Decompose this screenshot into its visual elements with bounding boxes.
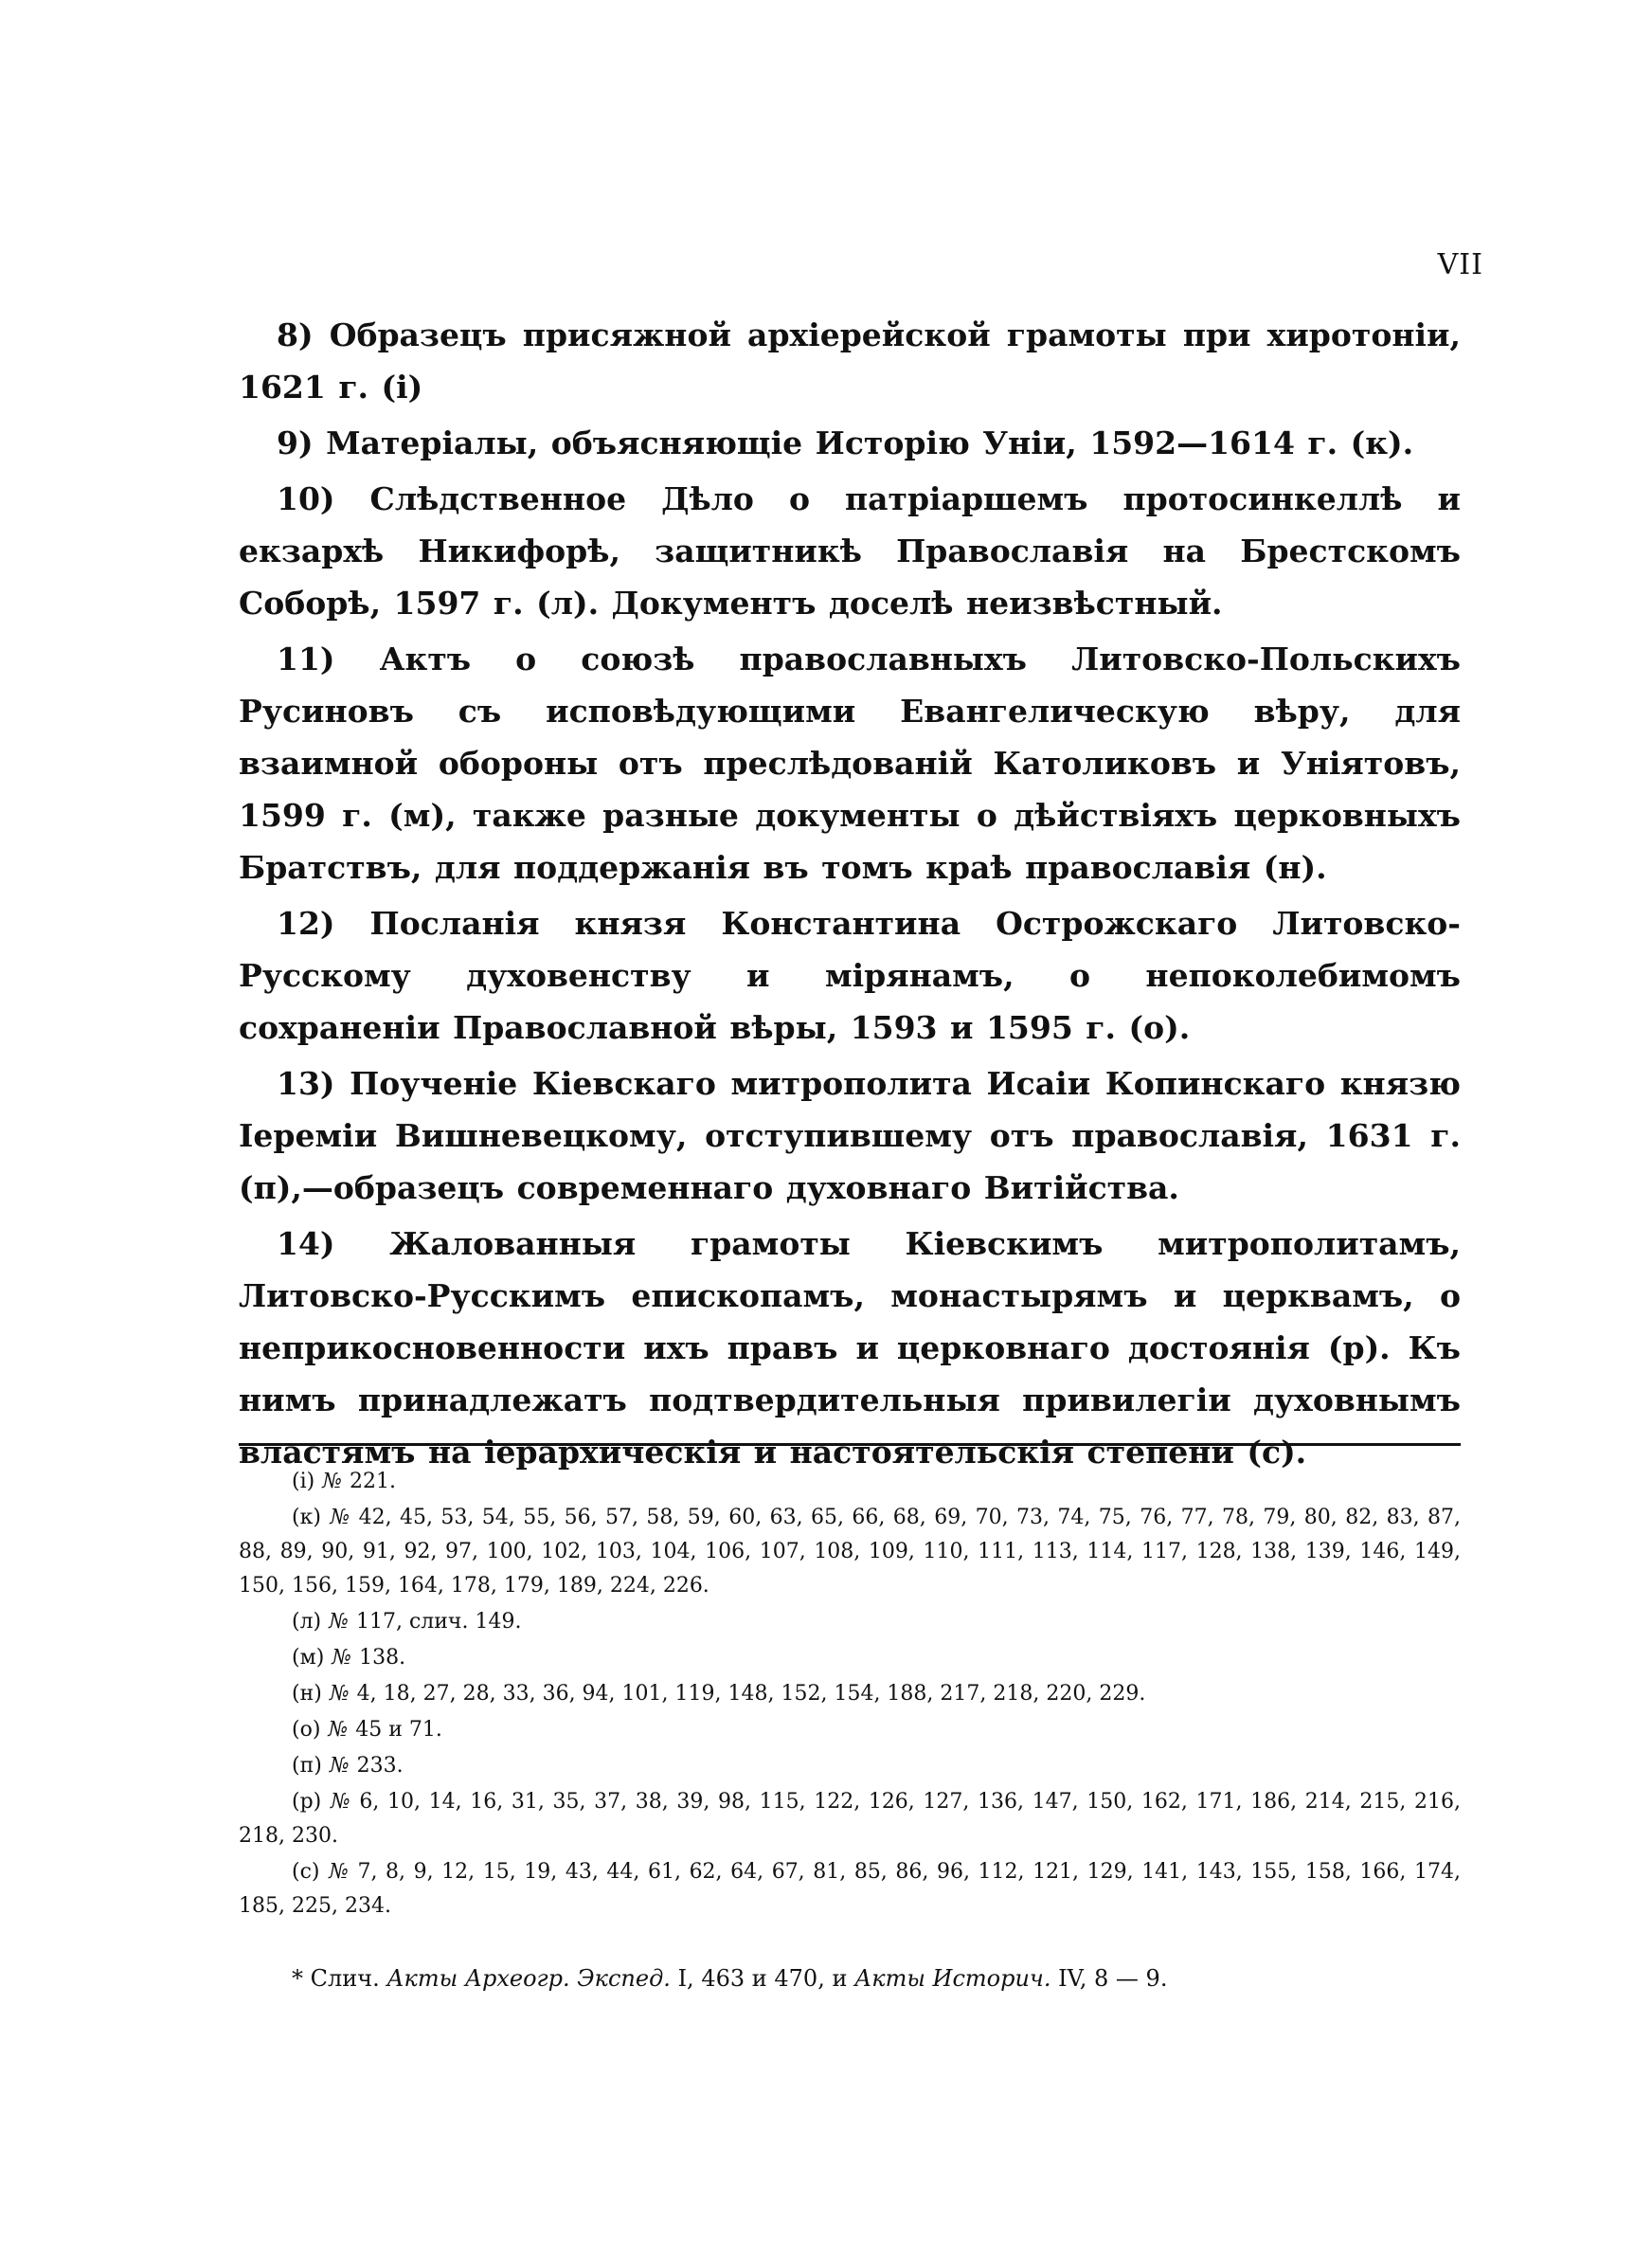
number-sign: № (329, 1790, 352, 1814)
footnote-r (239, 1785, 1461, 1853)
footnote-p (239, 1749, 1461, 1783)
footnote-ref: (н) (292, 1682, 322, 1706)
footnote-ref: (і) (292, 1470, 315, 1493)
citation-source-1: Акты Археогр. Экспед. (386, 1965, 671, 1992)
footnotes (239, 1465, 1461, 1925)
footnote-n (239, 1677, 1461, 1711)
footnote-text: 4, 18, 27, 28, 33, 36, 94, 101, 119, 148, 152, 154, 188, 217, 218, 220, 229. (356, 1682, 1146, 1706)
number-sign: № (322, 1470, 343, 1493)
footnote-text: 117, слич. 149. (355, 1610, 522, 1634)
paragraph-14: 14) Жалованныя грамоты Кіевскимъ митрополитамъ, Литовско-Русскимъ епископамъ, монастырямъ и церквамъ, о неприкосновенности ихъ правъ и церковнаго достоянія (р). Къ нимъ принадлежатъ подтвердительныя привилегіи духовнымъ властямъ на іерархическія и настоятельскія степени (с). (239, 1225, 1461, 1471)
number-sign: № (329, 1754, 350, 1778)
citation-source-2: Акты Историч. (854, 1965, 1051, 1992)
footnote-text: 221. (350, 1470, 397, 1493)
footnote-text: 42, 45, 53, 54, 55, 56, 57, 58, 59, 60, 63, 65, 66, 68, 69, 70, 73, 74, 75, 76, 77, 78, 79, 80, 82, 83, 87, 88, 89, 90, 91, 92, 97, 100, 102, 103, 104, 106, 107, 108, 109, 110, 111, 113, 114, 117, 128, 138, 139, 146, 149, 150, 156, 159, 164, 178, 179, 189, 224, 226. (239, 1506, 1461, 1598)
footnote-ref: (л) (292, 1610, 322, 1634)
number-sign: № (328, 1718, 349, 1742)
paragraph-12: 12) Посланія князя Константина Острожскаго Литовско-Русскому духовенству и мірянамъ, о непоколебимомъ сохраненіи Православной вѣры, 1593 и 1595 г. (о). (239, 905, 1461, 1046)
footnote-text: 7, 8, 9, 12, 15, 19, 43, 44, 61, 62, 64, 67, 81, 85, 86, 96, 112, 121, 129, 141, 143, 155, 158, 166, 174, 185, 225, 234. (239, 1860, 1461, 1918)
footnote-l (239, 1605, 1461, 1639)
footnote-ref: (с) (292, 1860, 320, 1884)
footnote-text: 45 и 71. (355, 1718, 442, 1742)
footnote-o (239, 1713, 1461, 1747)
footnote-ref: (м) (292, 1646, 325, 1670)
number-sign: № (329, 1682, 350, 1706)
citation-ref-1: I, 463 и 470, и (677, 1965, 848, 1992)
paragraph-9: 9) Матеріалы, объясняющіе Исторію Уніи, 1592—1614 г. (к). (277, 424, 1414, 461)
footnote-text: 233. (356, 1754, 404, 1778)
paragraph-8: 8) Образецъ присяжной архіерейской грамоты при хиротоніи, 1621 г. (і) (239, 316, 1461, 406)
number-sign: № (329, 1610, 349, 1634)
footnote-i (239, 1465, 1461, 1499)
footnote-text: 6, 10, 14, 16, 31, 35, 37, 38, 39, 98, 115, 122, 126, 127, 136, 147, 150, 162, 171, 186, 214, 215, 216, 218, 230. (239, 1790, 1461, 1848)
footnote-ref: (п) (292, 1754, 322, 1778)
footnote-ref: (о) (292, 1718, 321, 1742)
page-number: VII (1437, 248, 1483, 281)
main-text (239, 309, 1461, 1482)
citation-note (239, 1961, 1461, 1995)
footnote-text: 138. (359, 1646, 406, 1670)
footnote-s (239, 1855, 1461, 1923)
citation-prefix: * Слич. (292, 1965, 380, 1992)
footnote-divider (239, 1443, 1461, 1446)
citation-ref-2: IV, 8 — 9. (1058, 1965, 1168, 1992)
number-sign: № (332, 1646, 352, 1670)
number-sign: № (327, 1860, 350, 1884)
footnote-k (239, 1501, 1461, 1603)
footnote-ref: (к) (292, 1506, 321, 1529)
footnote-ref: (р) (292, 1790, 322, 1814)
paragraph-11: 11) Актъ о союзѣ православныхъ Литовско-Польскихъ Русиновъ съ исповѣдующими Евангелическую вѣру, для взаимной обороны отъ преслѣдованій Католиковъ и Уніятовъ, 1599 г. (м), также разные документы о дѣйствіяхъ церковныхъ Братствъ, для поддержанія въ томъ краѣ православія (н). (239, 641, 1461, 886)
paragraph-10: 10) Слѣдственное Дѣло о патріаршемъ протосинкеллѣ и екзархѣ Никифорѣ, защитникѣ Православія на Брестскомъ Соборѣ, 1597 г. (л). Документъ доселѣ неизвѣстный. (239, 480, 1461, 622)
number-sign: № (328, 1506, 351, 1529)
paragraph-13: 13) Поученіе Кіевскаго митрополита Исаіи Копинскаго князю Іереміи Вишневецкому, отступившему отъ православія, 1631 г. (п),—образецъ современнаго духовнаго Витійства. (239, 1065, 1461, 1206)
footnote-m (239, 1641, 1461, 1675)
